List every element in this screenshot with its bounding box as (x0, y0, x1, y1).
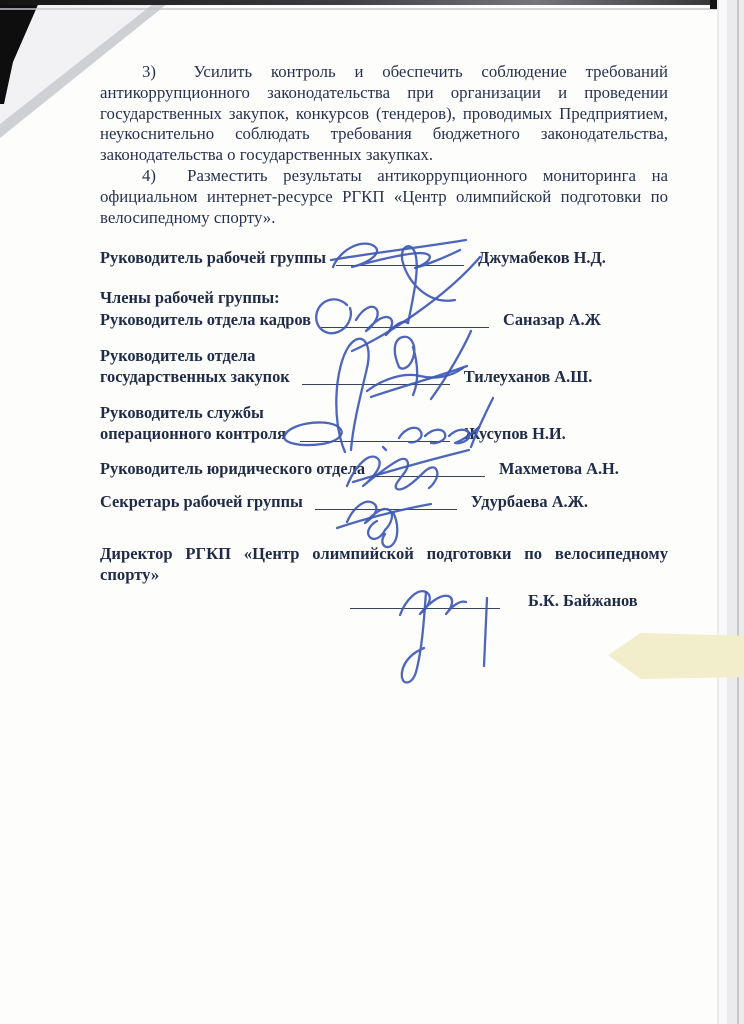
members-heading: Члены рабочей группы: (100, 288, 280, 308)
procurement-name: Тилеуханов А.Ш. (463, 367, 593, 387)
procurement-label-line2: государственных закупок (100, 367, 290, 387)
signature-line (300, 427, 450, 442)
legal-label: Руководитель юридического отдела (100, 459, 366, 479)
scan-edge-top (0, 0, 744, 5)
signature-row-secretary (100, 491, 668, 512)
signature-row-leader (100, 247, 668, 268)
scan-edge-top-line (0, 8, 744, 10)
signature-row-hr (100, 309, 668, 330)
signature-line (321, 313, 489, 328)
director-title: Директор РГКП «Центр олимпийской подготовки по велосипедному спорту» (100, 544, 668, 585)
members-block (100, 287, 668, 330)
procurement-label-line1: Руководитель отдела (100, 346, 256, 366)
signature-line (315, 495, 457, 510)
sticky-note-tab (608, 633, 744, 679)
signature-line (302, 370, 450, 385)
director-name: Б.К. Байжанов (528, 591, 638, 611)
legal-name: Махметова А.Н. (499, 459, 619, 479)
signature-line (350, 594, 500, 609)
hr-name: Саназар А.Ж (503, 310, 601, 330)
control-label-line1: Руководитель службы (100, 403, 264, 423)
procurement-label (100, 345, 290, 387)
scan-band-right-highlight (719, 0, 727, 1024)
signature-row-legal (100, 458, 668, 479)
control-label-line2: операционного контроля (100, 424, 286, 444)
secretary-name: Удурбаева А.Ж. (470, 492, 588, 512)
signature-line (336, 251, 464, 266)
leader-label: Руководитель рабочей группы (100, 248, 327, 268)
signature-row-procurement (100, 345, 668, 387)
signature-row-director (100, 590, 668, 611)
paragraph-item-4: 4) Разместить результаты антикоррупционного мониторинга на официальном интернет-ресурсе РГКП «Центр олимпийской подготовки по велосипедному спорту». (100, 165, 668, 227)
document-content (100, 62, 668, 611)
signature-row-control (100, 402, 668, 444)
leader-name: Джумабеков Н.Д. (478, 248, 606, 268)
hr-label: Руководитель отдела кадров (100, 310, 312, 330)
signature-line (373, 462, 485, 477)
control-label (100, 402, 286, 444)
control-name: Жусупов Н.И. (464, 424, 566, 444)
scan-band-right-line (737, 0, 739, 1024)
paragraph-item-3: 3) Усилить контроль и обеспечить соблюдение требований антикоррупционного законодательства при организации и проведении государственных закупок, конкурсов (тендеров), проводимых Предприятием, неукоснительно соблюдать требования бюджетного законодательства, законодательства о государственных закупках. (100, 62, 668, 165)
secretary-label: Секретарь рабочей группы (100, 492, 303, 512)
